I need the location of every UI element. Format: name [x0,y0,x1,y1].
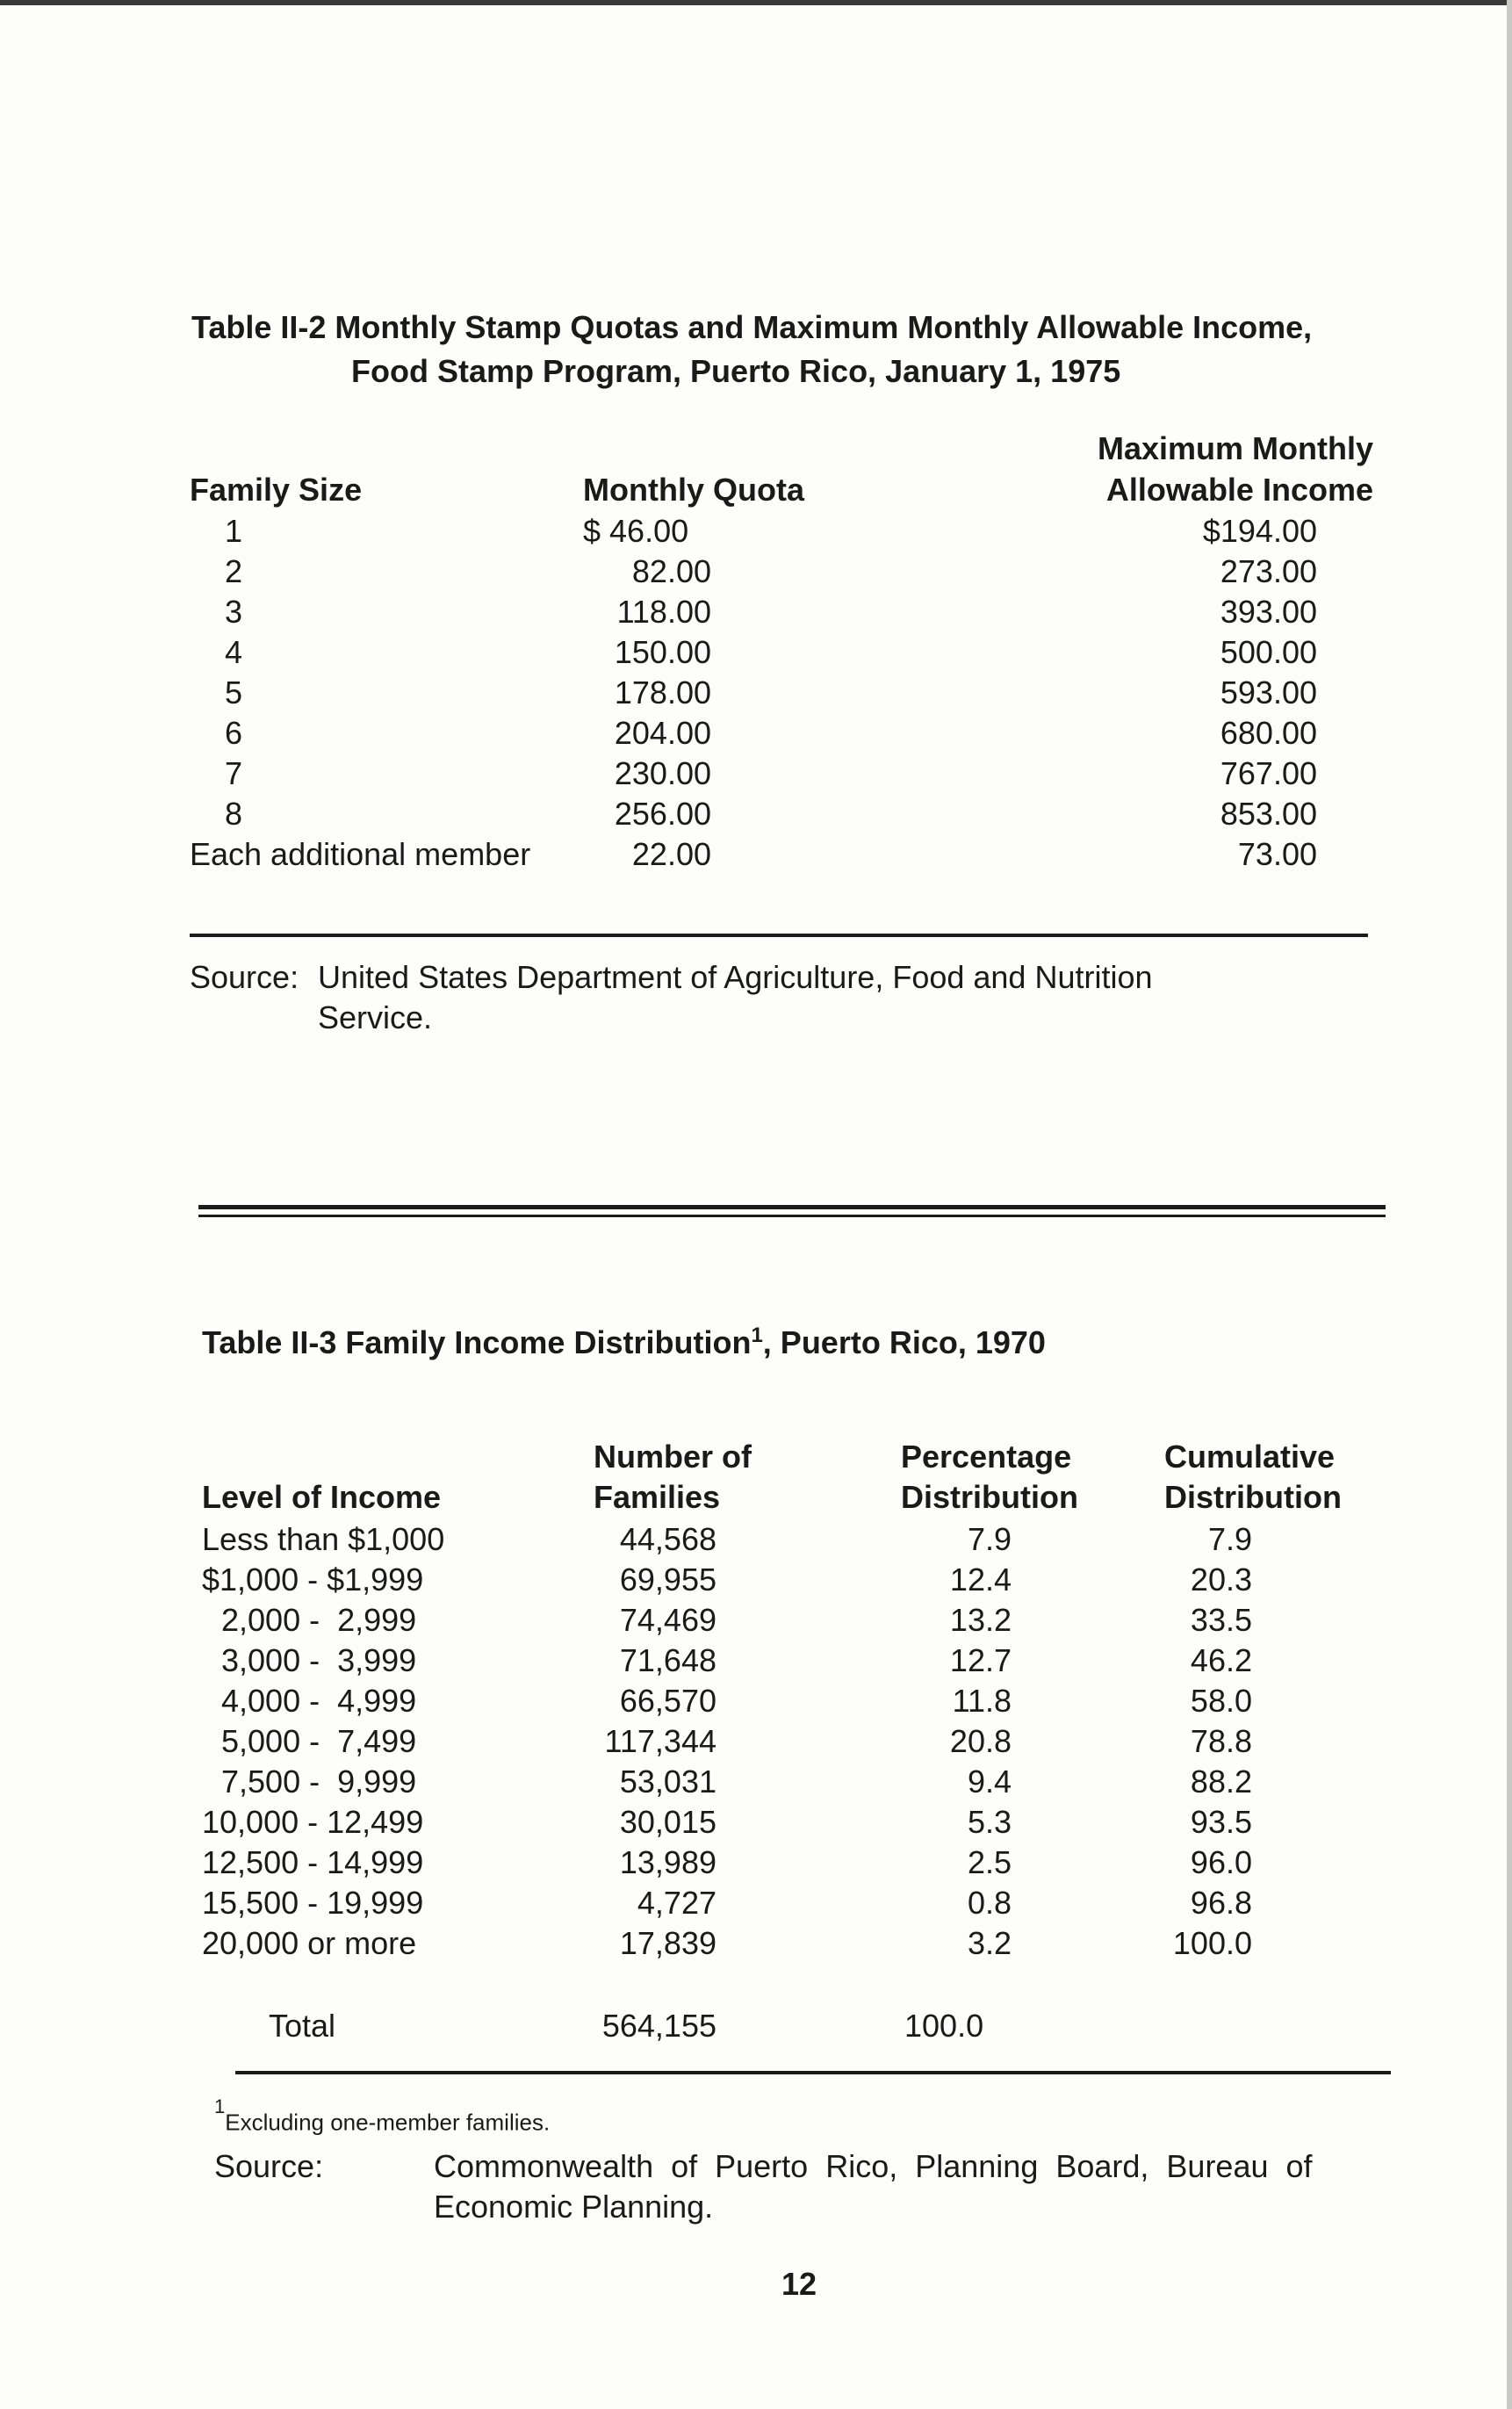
table1-row-1-quota: $ 46.00 [583,513,689,549]
table2-row-5-level: 4,000 - 4,999 [221,1683,417,1719]
table1-row-additional-quota: 22.00 [631,836,711,872]
table1-row-8-max: 853.00 [1220,796,1317,832]
table2-row-10-level: 15,500 - 19,999 [202,1885,424,1921]
section-separator-rule-top [198,1205,1386,1209]
table2-row-9-level: 12,500 - 14,999 [202,1844,424,1880]
table2-row-9-pct: 2.5 [967,1844,1012,1880]
table2-header-families-line2: Families [594,1479,721,1515]
table2-source-line1: Commonwealth of Puerto Rico, Planning Board, Bureau of [434,2148,1313,2184]
table1-row-6-size: 6 [225,715,243,751]
table1-row-1-size: 1 [225,513,243,549]
table2-row-10-pct: 0.8 [967,1885,1012,1921]
table2-row-7-level: 7,500 - 9,999 [221,1763,417,1800]
table1-header-monthly-quota: Monthly Quota [583,472,804,508]
table2-total-label: Total [269,2008,336,2044]
table2-row-7-cum: 88.2 [1190,1763,1252,1800]
table2-bottom-rule [235,2071,1391,2074]
table2-row-6-families: 117,344 [604,1723,716,1759]
table1-row-8-quota: 256.00 [614,796,711,832]
table1-row-5-quota: 178.00 [614,674,711,710]
table2-footnote [214,2095,551,2138]
table2-total-families: 564,155 [601,2008,716,2044]
table1-header-max-line2: Allowable Income [1105,472,1373,508]
table1-row-5-size: 5 [225,674,243,710]
table2-row-3-pct: 13.2 [949,1602,1012,1638]
table1-row-4-size: 4 [225,634,243,670]
table1-row-5-max: 593.00 [1220,674,1317,710]
table1-row-3-max: 393.00 [1220,594,1317,630]
table2-row-2-families: 69,955 [619,1562,716,1598]
table2-header-cum-line1: Cumulative [1164,1439,1336,1475]
table2-row-6-pct: 20.8 [949,1723,1012,1759]
table2-row-4-cum: 46.2 [1190,1642,1252,1678]
table2-row-6-level: 5,000 - 7,499 [221,1723,417,1759]
table2-row-6-cum: 78.8 [1190,1723,1252,1759]
page-right-edge [1507,0,1512,2409]
table1-header-max-line1: Maximum Monthly [1097,430,1373,466]
table2-header-pct-line1: Percentage [901,1439,1072,1475]
table2-row-10-families: 4,727 [637,1885,716,1921]
table2-row-8-pct: 5.3 [967,1804,1012,1840]
table2-row-11-cum: 100.0 [1172,1925,1252,1961]
table2-title [202,1314,1046,1365]
table2-row-3-cum: 33.5 [1190,1602,1252,1638]
table2-row-3-level: 2,000 - 2,999 [221,1602,417,1638]
table1-row-additional-max: 73.00 [1237,836,1317,872]
table2-row-7-pct: 9.4 [967,1763,1012,1800]
table2-header-pct-line2: Distribution [901,1479,1078,1515]
table1-row-7-quota: 230.00 [614,755,711,791]
table2-row-5-cum: 58.0 [1190,1683,1252,1719]
table2-source-label: Source: [214,2148,324,2184]
footnote-text: Excluding one-member families. [225,2109,551,2136]
table1-row-2-size: 2 [225,553,243,589]
table1-bottom-rule [190,934,1368,937]
table2-row-7-families: 53,031 [619,1763,716,1800]
table1-title-line1: Table II-2 Monthly Stamp Quotas and Maximum Monthly Allowable Income, [191,309,1313,345]
table2-row-10-cum: 96.8 [1190,1885,1252,1921]
table2-row-4-pct: 12.7 [949,1642,1012,1678]
table1-row-3-quota: 118.00 [616,594,711,630]
table1-row-3-size: 3 [225,594,243,630]
table1-row-2-quota: 82.00 [631,553,711,589]
table2-source-line2: Economic Planning. [434,2189,714,2225]
table1-row-additional-size: Each additional member [190,836,531,872]
table1-row-4-quota: 150.00 [614,634,711,670]
table1-row-6-quota: 204.00 [614,715,711,751]
table2-row-1-families: 44,568 [619,1521,716,1557]
table1-row-7-size: 7 [225,755,243,791]
table1-row-2-max: 273.00 [1220,553,1317,589]
table1-source-label: Source: [190,959,299,995]
footnote-mark: 1 [214,2095,226,2117]
table2-row-11-level: 20,000 or more [202,1925,417,1961]
table2-header-cum-line2: Distribution [1164,1479,1342,1515]
table2-total-pct: 100.0 [904,2008,984,2044]
table2-title-footnote-mark: 1 [751,1324,763,1347]
table2-title-rest: , Puerto Rico, 1970 [762,1324,1046,1360]
table1-row-8-size: 8 [225,796,243,832]
table2-row-3-families: 74,469 [619,1602,716,1638]
table2-row-11-families: 17,839 [619,1925,716,1961]
section-separator-rule-bottom [198,1215,1386,1217]
table2-header-families-line1: Number of [594,1439,752,1475]
table1-row-7-max: 767.00 [1220,755,1317,791]
table2-row-9-families: 13,989 [619,1844,716,1880]
table2-row-5-families: 66,570 [619,1683,716,1719]
table1-row-4-max: 500.00 [1220,634,1317,670]
table2-row-8-cum: 93.5 [1190,1804,1252,1840]
table2-row-1-level: Less than $1,000 [202,1521,445,1557]
table1-source-line2: Service. [318,999,433,1035]
table2-row-8-level: 10,000 - 12,499 [202,1804,424,1840]
table2-row-1-cum: 7.9 [1207,1521,1252,1557]
table1-row-6-max: 680.00 [1220,715,1317,751]
table2-row-11-pct: 3.2 [967,1925,1012,1961]
table1-source-line1: United States Department of Agriculture, Food and Nutrition [318,959,1153,995]
table2-row-9-cum: 96.0 [1190,1844,1252,1880]
table2-row-2-pct: 12.4 [949,1562,1012,1598]
table1-header-family-size: Family Size [190,472,363,508]
table2-row-8-families: 30,015 [619,1804,716,1840]
table2-row-5-pct: 11.8 [952,1683,1012,1719]
table2-row-1-pct: 7.9 [967,1521,1012,1557]
table1-row-1-max: $194.00 [1202,513,1317,549]
page-number: 12 [781,2266,817,2302]
table2-title-main: Table II-3 Family Income Distribution [202,1324,752,1360]
table2-header-level: Level of Income [202,1479,442,1515]
table2-row-4-families: 71,648 [619,1642,716,1678]
table2-row-2-level: $1,000 - $1,999 [202,1562,424,1598]
page-top-edge [0,0,1512,5]
table2-row-2-cum: 20.3 [1190,1562,1252,1598]
table1-title-line2: Food Stamp Program, Puerto Rico, January 1, 1975 [351,353,1121,389]
table2-row-4-level: 3,000 - 3,999 [221,1642,417,1678]
